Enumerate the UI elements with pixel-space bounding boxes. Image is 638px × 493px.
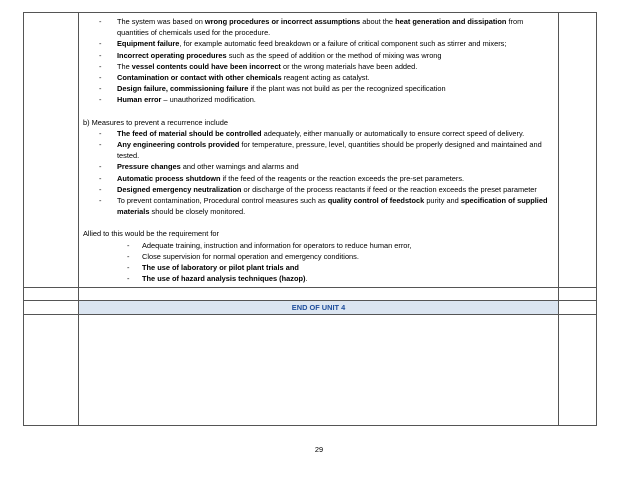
bullet-dash: - bbox=[99, 95, 102, 105]
list-item-text: or discharge of the process reactants if feed or the reaction exceeds the preset parameter bbox=[241, 184, 537, 194]
list-item-text: wrong procedures or incorrect assumptions bbox=[204, 17, 361, 26]
bullet-dash: - bbox=[99, 196, 102, 206]
list-item-text: Human error bbox=[117, 95, 162, 105]
list-item-text: The feed of material should be controlled bbox=[117, 128, 262, 138]
list-item bbox=[83, 240, 555, 251]
list-item-text: Any engineering controls provided bbox=[117, 140, 240, 150]
list-item-text: Designed emergency neutralization bbox=[117, 184, 242, 194]
list-item-text: or the wrong materials have been added. bbox=[280, 61, 418, 71]
list-item-text: Pressure changes bbox=[117, 162, 181, 172]
list-item-text: reagent acting as catalyst. bbox=[281, 73, 370, 83]
list-item-text: specification of supplied materials bbox=[117, 196, 548, 217]
content-table bbox=[23, 12, 597, 426]
list-item-text: such as the speed of addition or the method of mixing was wrong bbox=[226, 50, 442, 60]
list-item-text: Adequate training, instruction and information for operators to reduce human error, bbox=[142, 240, 412, 250]
list-item-text: The system was based on bbox=[117, 17, 205, 26]
right-cell bbox=[559, 13, 597, 288]
bullet-dash: - bbox=[99, 73, 102, 83]
page-number: 29 bbox=[314, 445, 324, 454]
list-item bbox=[83, 262, 555, 273]
list-item bbox=[83, 251, 555, 262]
left-cell bbox=[24, 13, 79, 288]
bullet-dash: - bbox=[99, 17, 102, 26]
list-item-text: The bbox=[117, 61, 132, 71]
list-item-text: if the plant was not build as per the recognized specification bbox=[248, 84, 446, 94]
bullet-dash: - bbox=[127, 263, 130, 273]
bullet-dash: - bbox=[99, 61, 102, 71]
list-item-text: adequately, either manually or automatically to ensure correct speed of delivery. bbox=[261, 128, 525, 138]
list-item-text: The use of hazard analysis techniques (hazop) bbox=[142, 274, 306, 284]
main-row bbox=[24, 13, 597, 288]
list-item-text: if the feed of the reagents or the reaction exceeds the pre-set parameters. bbox=[220, 173, 465, 183]
list-item bbox=[83, 38, 555, 49]
list-item bbox=[83, 94, 555, 105]
list-item-text: purity and bbox=[424, 196, 461, 206]
list-item-text: . bbox=[305, 274, 308, 284]
bullet-dash: - bbox=[127, 251, 130, 261]
allied-heading: Allied to this would be the requirement for bbox=[83, 229, 219, 239]
list-item bbox=[83, 184, 555, 195]
list-item-text: from quantities of chemicals used for the procedure. bbox=[117, 17, 524, 38]
bullet-dash: - bbox=[99, 173, 102, 183]
list-item-text: Incorrect operating procedures bbox=[117, 50, 227, 60]
empty-row bbox=[24, 315, 597, 426]
content-cell bbox=[79, 13, 559, 288]
list-item bbox=[83, 273, 555, 284]
list-item-text: about the bbox=[360, 17, 396, 26]
list-item-text: Equipment failure bbox=[117, 39, 180, 49]
bullet-dash: - bbox=[99, 84, 102, 94]
list-item-text: Design failure, commissioning failure bbox=[117, 84, 249, 94]
bullet-dash: - bbox=[127, 240, 130, 250]
list-item-text: and other warnings and alarms and bbox=[180, 162, 299, 172]
bullet-dash: - bbox=[99, 128, 102, 138]
list-item-text: The use of laboratory or pilot plant trials and bbox=[142, 263, 299, 273]
list-item-text: – unauthorized modification. bbox=[161, 95, 256, 105]
list-item bbox=[83, 173, 555, 184]
list-item-text: vessel contents could have been incorrect bbox=[131, 61, 281, 71]
bullet-dash: - bbox=[99, 162, 102, 172]
allied-list bbox=[83, 240, 555, 285]
list-item bbox=[83, 139, 555, 161]
bullet-dash: - bbox=[99, 140, 102, 150]
bullet-dash: - bbox=[99, 50, 102, 60]
list-item bbox=[83, 195, 555, 217]
list-item bbox=[83, 128, 555, 139]
list-item-text: for temperature, pressure, level, quantities should be properly designed and maintained and tested. bbox=[117, 140, 542, 161]
list-item-text: , for example automatic feed breakdown or a failure of critical component such as stirrer and mixers; bbox=[179, 39, 507, 49]
list-item bbox=[83, 83, 555, 94]
measures-heading: b) Measures to prevent a recurrence include bbox=[83, 117, 229, 127]
bullet-dash: - bbox=[127, 274, 130, 284]
list-item-text: quality control of feedstock bbox=[327, 196, 425, 206]
end-of-unit-label: END OF UNIT 4 bbox=[79, 301, 559, 315]
spacer-row bbox=[24, 288, 597, 301]
list-item-text: should be closely monitored. bbox=[149, 207, 246, 217]
list-item-text: Automatic process shutdown bbox=[117, 173, 221, 183]
bullet-dash: - bbox=[99, 184, 102, 194]
list-item-text: To prevent contamination, Procedural control measures such as bbox=[117, 196, 328, 206]
list-item-text: Contamination or contact with other chemicals bbox=[117, 73, 282, 83]
list-item bbox=[83, 61, 555, 72]
causes-list bbox=[83, 16, 555, 106]
bullet-dash: - bbox=[99, 39, 102, 49]
list-item bbox=[83, 16, 555, 38]
list-item bbox=[83, 72, 555, 83]
list-item bbox=[83, 161, 555, 172]
list-item bbox=[83, 50, 555, 61]
end-row bbox=[24, 301, 597, 315]
list-item-text: Close supervision for normal operation and emergency conditions. bbox=[142, 251, 359, 261]
measures-list bbox=[83, 128, 555, 218]
list-item-text: heat generation and dissipation bbox=[395, 17, 507, 26]
